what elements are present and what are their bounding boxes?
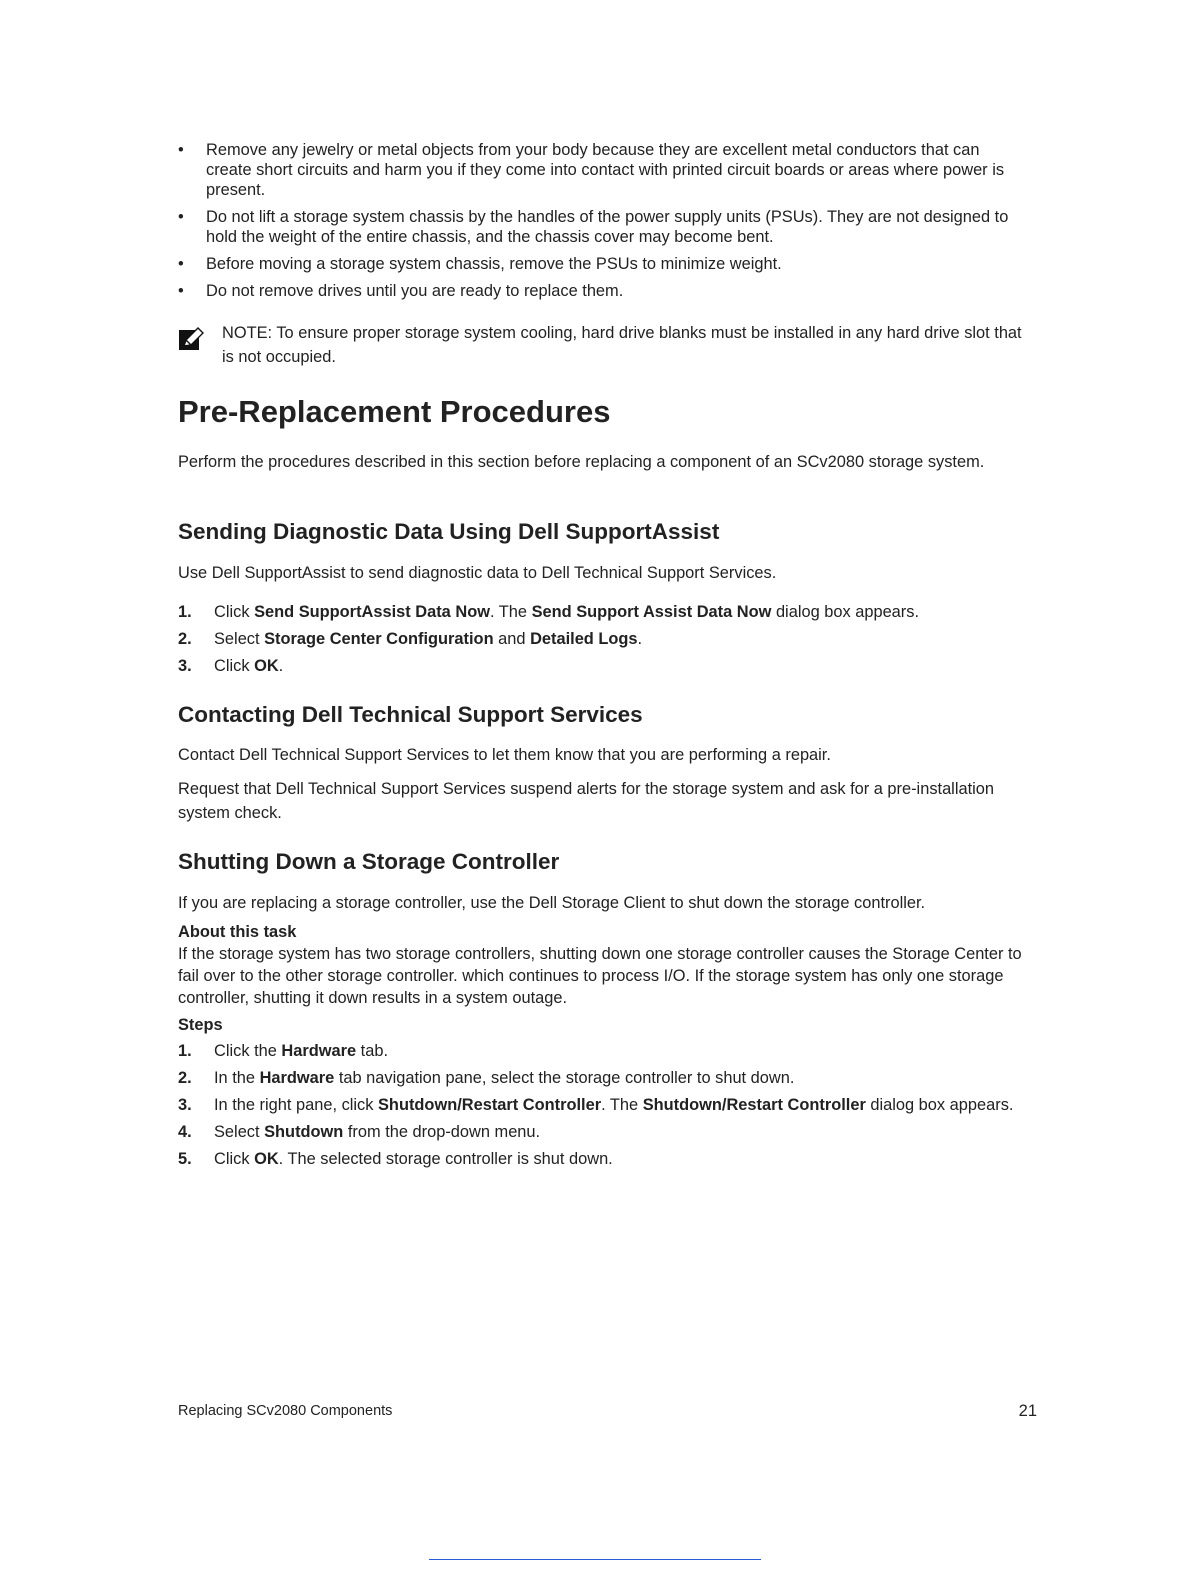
note-box xyxy=(178,321,1028,369)
shutdown-heading: Shutting Down a Storage Controller xyxy=(178,849,560,874)
contact-paragraph: Contact Dell Technical Support Services to let them know that you are performing a repair. xyxy=(178,746,831,764)
bullet-item: • Remove any jewelry or metal objects from your body because they are excellent metal conductors that can create short circuits and harm you if they come into contact with printed circuit boards or areas where power is present. xyxy=(178,141,1005,199)
step-item: 4. Select Shutdown from the drop-down menu. xyxy=(178,1123,541,1141)
bullet-item: • Do not lift a storage system chassis by the handles of the power supply units (PSUs). They are not designed to hold the weight of the entire chassis, and the chassis cover may become bent. xyxy=(178,208,1009,246)
step-item: 1. Click the Hardware tab. xyxy=(178,1042,389,1060)
shutdown-steps xyxy=(178,1041,1036,1176)
safety-bullet-list xyxy=(178,140,1028,308)
bullet-dot-icon: • xyxy=(178,141,184,159)
shutdown-intro: If you are replacing a storage controller, use the Dell Storage Client to shut down the storage controller. xyxy=(178,894,926,912)
step-item: 2. Select Storage Center Configuration and Detailed Logs. xyxy=(178,630,643,648)
page-number: 21 xyxy=(1018,1402,1037,1420)
contact-heading: Contacting Dell Technical Support Services xyxy=(178,702,643,727)
about-task-text: If the storage system has two storage controllers, shutting down one storage controller causes the Storage Center to fail over to the other storage controller. which continues to process I/O. If the storage system has only one storage controller, shutting it down results in a system outage. xyxy=(178,945,1022,1007)
section-intro: Perform the procedures described in this section before replacing a component of an SCv2080 storage system. xyxy=(178,453,985,471)
supportassist-intro: Use Dell SupportAssist to send diagnostic data to Dell Technical Support Services. xyxy=(178,564,777,582)
contact-paragraph: Request that Dell Technical Support Services suspend alerts for the storage system and ask for a pre-installation system check. xyxy=(178,780,995,822)
about-task-label: About this task xyxy=(178,923,297,941)
supportassist-heading: Sending Diagnostic Data Using Dell SupportAssist xyxy=(178,519,720,544)
step-item: 1. Click Send SupportAssist Data Now. The Send Support Assist Data Now dialog box appears. xyxy=(178,603,920,621)
note-text: NOTE: To ensure proper storage system cooling, hard drive blanks must be installed in any hard drive slot that is not occupied. xyxy=(222,324,1022,366)
bullet-item: • Do not remove drives until you are ready to replace them. xyxy=(178,282,624,300)
section-title: Pre-Replacement Procedures xyxy=(178,394,611,429)
steps-label: Steps xyxy=(178,1016,223,1034)
step-item: 2. In the Hardware tab navigation pane, select the storage controller to shut down. xyxy=(178,1069,795,1087)
step-item: 5. Click OK. The selected storage controller is shut down. xyxy=(178,1150,613,1168)
footer-chapter-title: Replacing SCv2080 Components xyxy=(178,1403,393,1419)
bullet-dot-icon: • xyxy=(178,208,184,226)
note-pencil-icon xyxy=(178,327,204,351)
step-item: 3. In the right pane, click Shutdown/Restart Controller. The Shutdown/Restart Controller dialog box appears. xyxy=(178,1096,1014,1114)
note-label: NOTE: xyxy=(222,324,273,342)
bullet-dot-icon: • xyxy=(178,255,184,273)
step-item: 3. Click OK. xyxy=(178,657,284,675)
bullet-item: • Before moving a storage system chassis, remove the PSUs to minimize weight. xyxy=(178,255,782,273)
bullet-dot-icon: • xyxy=(178,282,184,300)
bottom-divider xyxy=(429,1559,761,1560)
supportassist-steps xyxy=(178,602,1036,683)
